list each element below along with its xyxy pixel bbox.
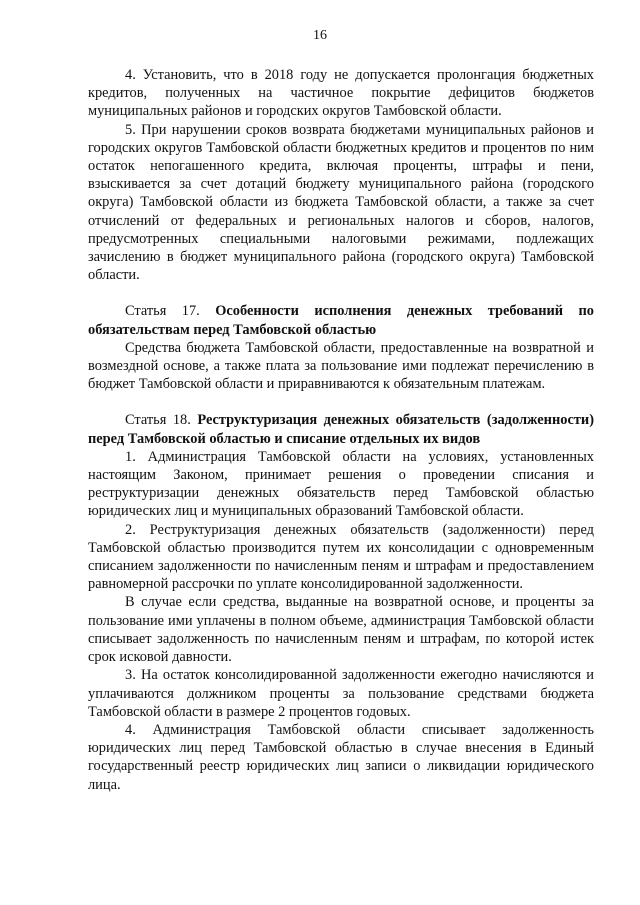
article-18-title: Реструктуризация денежных обязательств (задолженности) перед Тамбовской областью и списание отдельных их видов <box>88 412 594 447</box>
article-18-paragraph-3: 3. На остаток консолидированной задолженности ежегодно начисляются и уплачиваются должником проценты за пользование средствами бюджета Тамбовской области в размере 2 процентов годовых. <box>88 667 594 720</box>
article-18-prefix: Статья 18. <box>125 412 191 429</box>
article-18-paragraph-1: 1. Администрация Тамбовской области на условиях, установленных настоящим Законом, принимает решения о проведении списания и реструктуризации денежных обязательств перед Тамбовской областью юридических лиц и муниципальных образований Тамбовской области. <box>88 448 594 520</box>
page-number: 16 <box>313 28 327 43</box>
article-17-prefix: Статья 17. <box>125 303 200 320</box>
article-17-title: Особенности исполнения денежных требований по обязательствам перед Тамбовской областью <box>88 303 594 338</box>
article-17-heading <box>88 302 594 338</box>
article-18-paragraph-2: 2. Реструктуризация денежных обязательств (задолженности) перед Тамбовской областью производится путем их консолидации с одновременным списанием задолженности по начисленным пеням и штрафам и предоставлением равномерной рассрочки по уплате консолидированной задолженности. <box>88 521 594 593</box>
article-17-text: Средства бюджета Тамбовской области, предоставленные на возвратной и возмездной основе, а также плата за пользование ими подлежат перечислению в бюджет Тамбовской области и приравниваются к обязательным платежам. <box>88 339 594 393</box>
paragraph-item-4: 4. Установить, что в 2018 году не допускается пролонгация бюджетных кредитов, полученных на частичное покрытие дефицитов бюджетов муниципальных районов и городских округов Тамбовской области. <box>88 67 594 120</box>
article-18-paragraph-4: 4. Администрация Тамбовской области списывает задолженность юридических лиц перед Тамбовской областью в случае внесения в Единый государственный реестр юридических лиц записи о ликвидации юридического лица. <box>88 721 594 793</box>
paragraph-item-5: 5. При нарушении сроков возврата бюджетами муниципальных районов и городских округов Тамбовской области бюджетных кредитов и процентов по ним остаток непогашенного кредита, включая проценты, штрафы и пени, взыскивается за счет дотаций бюджету муниципального района (городского округа) Тамбовской области из бюджета Тамбовской области, а также за счет отчислений от федеральных и региональных налогов и сборов, налогов, предусмотренных специальными налоговыми режимами, подлежащих зачислению в бюджет муниципального района (городского округа) Тамбовской области. <box>88 121 594 284</box>
document-body <box>88 66 594 794</box>
article-18-heading <box>88 411 594 447</box>
article-18-paragraph-2b: В случае если средства, выданные на возвратной основе, и проценты за пользование ими уплачены в полном объеме, администрация Тамбовской области списывает задолженность по начисленным пеням и штрафам, по которой истек срок исковой давности. <box>88 594 594 666</box>
